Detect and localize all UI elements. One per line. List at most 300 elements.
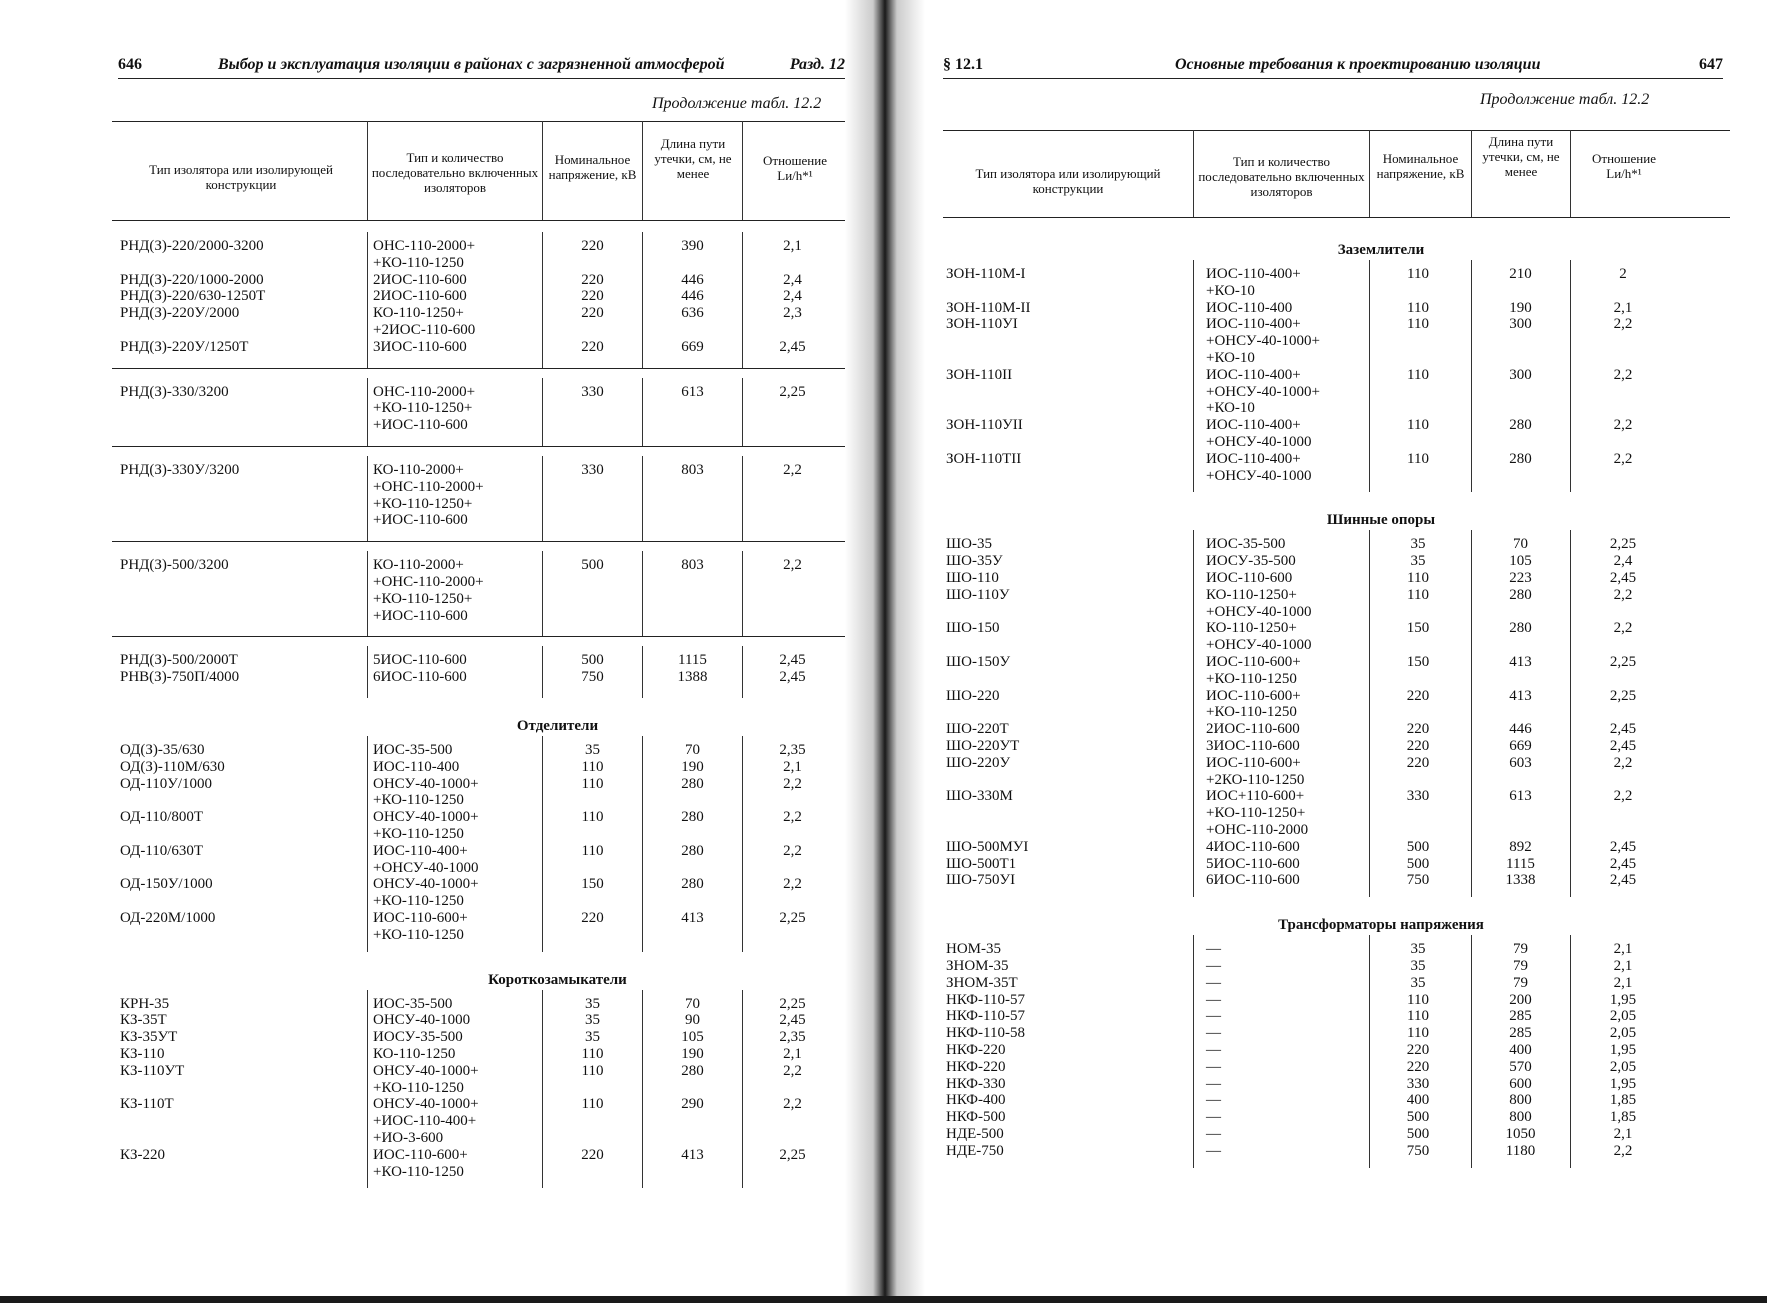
column-separator [1193, 530, 1194, 897]
row-insulator-type: ОД-110/630Т [120, 842, 204, 859]
row-nominal-voltage: 500 [1406, 1126, 1430, 1142]
right-table-head-rule [943, 217, 1730, 218]
row-leakage-length: 290 [681, 1096, 704, 1113]
row-leakage-length: 190 [1509, 299, 1532, 316]
row-nominal-voltage: 110 [581, 809, 604, 826]
column-separator [542, 456, 543, 541]
right-head-separator [1471, 130, 1472, 217]
row-ratio: 2,45 [1609, 855, 1637, 872]
right-page-number: 647 [1699, 56, 1723, 73]
col-head-type: Тип изолятора или изолирующей конструкции [149, 162, 333, 192]
row-insulator-string: ИОС-110-400+ +ОНСУ-40-1000 [373, 842, 479, 876]
row-insulator-string: ИОС-110-600+ +КО-110-1250 [1206, 687, 1301, 721]
row-insulator-string: 5ИОС-110-600 [373, 652, 467, 669]
row-insulator-string: ОНСУ-40-1000+ +КО-110-1250 [373, 775, 479, 809]
row-nominal-voltage: 220 [581, 338, 604, 355]
row-nominal-voltage: 35 [1410, 536, 1426, 553]
left-header-section: Разд. 12 [789, 56, 845, 73]
row-insulator-string: ИОС-110-400+ +ОНСУ-40-1000 [1206, 450, 1312, 484]
row-nominal-voltage: 500 [1406, 855, 1430, 872]
row-insulator-string: ИОС-35-500 [373, 742, 453, 758]
column-separator [1570, 935, 1571, 1167]
row-ratio: 2,2 [1613, 1142, 1633, 1159]
row-leakage-length: 603 [1509, 754, 1532, 771]
row-ratio: 2,2 [783, 557, 802, 574]
col-head-ratio: Отношение Lи/h*¹ [763, 153, 827, 183]
row-insulator-type: НДЕ-750 [946, 1142, 1004, 1159]
row-nominal-voltage: 220 [1406, 1058, 1430, 1075]
row-ratio: 2,4 [783, 288, 802, 305]
row-insulator-type: ЗОН-110II [946, 366, 1013, 383]
row-insulator-type: НКФ-110-57 [946, 991, 1025, 1008]
row-insulator-type: ЗНОМ-35Т [946, 974, 1018, 991]
row-insulator-string: КО-110-2000+ +ОНС-110-2000+ +КО-110-1250+ +ИОС-110-600 [373, 462, 484, 529]
row-leakage-length: 570 [1509, 1058, 1532, 1075]
row-nominal-voltage: 220 [1406, 1042, 1430, 1058]
row-nominal-voltage: 35 [585, 995, 600, 1012]
row-nominal-voltage: 110 [1407, 450, 1429, 467]
row-nominal-voltage: 150 [581, 876, 604, 893]
row-insulator-string: — [1206, 1058, 1221, 1075]
row-insulator-string: ИОС-110-400 [1206, 299, 1293, 316]
left-table-top-rule [112, 121, 845, 122]
row-insulator-type: ШО-220У [946, 754, 1011, 771]
left-running-header [118, 56, 845, 79]
row-ratio: 2,1 [783, 758, 802, 775]
row-insulator-string: 5ИОС-110-600 [1206, 855, 1300, 872]
row-nominal-voltage: 750 [581, 669, 604, 686]
row-nominal-voltage: 110 [1407, 1025, 1429, 1042]
row-leakage-length: 285 [1509, 1008, 1532, 1025]
table-section-heading: Заземлители [1337, 242, 1425, 258]
row-nominal-voltage: 220 [581, 1146, 604, 1163]
column-separator [1471, 935, 1472, 1167]
col-head-insulators: Тип и количество последовательно включенных изоляторов [1198, 154, 1365, 199]
row-nominal-voltage: 110 [581, 1046, 604, 1062]
row-insulator-string: КО-110-2000+ +ОНС-110-2000+ +КО-110-1250+ +ИОС-110-600 [373, 557, 484, 624]
row-insulator-string: 6ИОС-110-600 [373, 669, 467, 686]
column-separator [642, 232, 643, 368]
group-rule [112, 541, 845, 542]
col-head-type: Тип изолятора или изолирующий конструкции [975, 166, 1161, 196]
column-separator [542, 736, 543, 952]
column-separator [367, 378, 368, 446]
row-insulator-type: РНД(З)-330/3200 [120, 383, 229, 400]
row-nominal-voltage: 750 [1406, 1142, 1430, 1159]
left-head-separator [367, 121, 368, 220]
row-insulator-string: ИОС-110-400 [373, 758, 460, 775]
row-insulator-type: РНД(З)-220У/1250Т [120, 338, 249, 355]
row-leakage-length: 280 [1509, 417, 1532, 434]
column-separator [367, 456, 368, 541]
group-rule [112, 636, 845, 637]
column-separator [542, 378, 543, 446]
right-continuation-label: Продолжение табл. 12.2 [1480, 91, 1650, 108]
row-ratio: 2,25 [779, 995, 806, 1012]
column-separator [742, 378, 743, 446]
row-ratio: 2,35 [779, 742, 806, 758]
group-rule [112, 368, 845, 369]
row-nominal-voltage: 330 [581, 383, 604, 400]
row-ratio: 2,35 [779, 1029, 806, 1046]
row-nominal-voltage: 110 [1407, 316, 1429, 333]
row-insulator-string: — [1206, 1075, 1221, 1092]
row-insulator-string: 3ИОС-110-600 [373, 338, 467, 355]
row-leakage-length: 413 [1509, 687, 1532, 704]
table-section-heading: Шинные опоры [1326, 512, 1436, 529]
column-separator [742, 646, 743, 698]
column-separator [542, 232, 543, 368]
row-insulator-type: ШО-150У [946, 654, 1011, 670]
right-running-header [943, 56, 1723, 79]
row-ratio: 1,85 [1609, 1092, 1637, 1109]
row-ratio: 2,45 [1609, 738, 1637, 754]
row-insulator-string: — [1206, 958, 1221, 974]
row-insulator-type: НКФ-220 [946, 1042, 1006, 1058]
right-head-separator [1570, 130, 1571, 217]
column-separator [742, 736, 743, 952]
row-insulator-type: КЗ-110 [120, 1046, 165, 1062]
row-insulator-string: ИОС-110-400+ +ОНСУ-40-1000 [1206, 417, 1312, 450]
row-nominal-voltage: 220 [581, 238, 604, 254]
row-insulator-type: ЗНОМ-35 [946, 958, 1009, 974]
row-leakage-length: 280 [681, 876, 704, 893]
row-nominal-voltage: 220 [1406, 721, 1430, 738]
row-leakage-length: 223 [1509, 570, 1532, 586]
row-leakage-length: 803 [681, 557, 704, 574]
row-nominal-voltage: 150 [1406, 654, 1430, 670]
row-insulator-string: ИОС-110-400+ +ОНСУ-40-1000+ +КО-10 [1206, 316, 1321, 366]
right-page [888, 0, 1767, 1303]
row-nominal-voltage: 35 [1410, 941, 1426, 958]
row-insulator-string: ИОС-110-400+ +КО-10 [1206, 266, 1301, 299]
row-leakage-length: 390 [681, 238, 704, 254]
row-insulator-type: НКФ-330 [946, 1075, 1006, 1092]
row-insulator-string: ИОСУ-35-500 [373, 1029, 463, 1046]
row-nominal-voltage: 110 [581, 842, 604, 859]
row-insulator-type: НОМ-35 [946, 941, 1001, 958]
row-insulator-type: ОД-220М/1000 [120, 910, 216, 926]
row-leakage-length: 613 [1509, 788, 1532, 805]
row-leakage-length: 105 [681, 1029, 704, 1046]
row-leakage-length: 210 [1509, 266, 1532, 282]
column-separator [542, 551, 543, 636]
row-leakage-length: 105 [1509, 553, 1532, 570]
row-leakage-length: 446 [681, 288, 704, 305]
row-insulator-string: ИОС-110-600 [1206, 570, 1293, 586]
row-insulator-type: РНД(З)-220У/2000 [120, 305, 240, 322]
right-header-section: § 12.1 [943, 56, 983, 73]
row-nominal-voltage: 330 [1406, 788, 1430, 805]
row-ratio: 1,85 [1609, 1109, 1637, 1126]
row-nominal-voltage: 220 [581, 288, 604, 305]
row-insulator-type: ЗОН-110М-I [946, 266, 1026, 282]
row-insulator-string: 4ИОС-110-600 [1206, 838, 1300, 855]
row-ratio: 2,1 [783, 1046, 802, 1062]
row-nominal-voltage: 220 [581, 910, 604, 926]
row-ratio: 2,1 [783, 238, 802, 254]
row-insulator-type: ЗОН-110М-II [946, 299, 1031, 316]
row-nominal-voltage: 110 [1407, 417, 1429, 434]
row-leakage-length: 600 [1509, 1075, 1532, 1092]
row-leakage-length: 800 [1509, 1109, 1532, 1126]
row-nominal-voltage: 500 [581, 652, 604, 669]
row-leakage-length: 1115 [1506, 855, 1535, 872]
row-leakage-length: 280 [681, 809, 704, 826]
row-leakage-length: 413 [681, 910, 704, 926]
column-separator [1570, 260, 1571, 492]
row-nominal-voltage: 110 [581, 775, 604, 792]
column-separator [642, 736, 643, 952]
row-ratio: 1,95 [1609, 1042, 1637, 1058]
row-ratio: 1,95 [1609, 991, 1637, 1008]
row-ratio: 2,2 [783, 1096, 802, 1113]
row-nominal-voltage: 110 [1407, 366, 1429, 383]
column-separator [1369, 935, 1370, 1167]
row-nominal-voltage: 35 [1410, 553, 1426, 570]
row-insulator-type: ЗОН-110ТII [946, 450, 1022, 467]
row-insulator-type: ШО-750УI [946, 872, 1016, 889]
col-head-voltage: Номинальное напряжение, кВ [1376, 151, 1465, 181]
row-ratio: 2,45 [1609, 721, 1637, 738]
row-ratio: 2,1 [1613, 941, 1633, 958]
row-ratio: 2 [1619, 266, 1627, 282]
row-ratio: 2,45 [779, 652, 806, 669]
row-insulator-string: 2ИОС-110-600 [1206, 721, 1300, 738]
row-ratio: 2,25 [779, 1146, 806, 1163]
row-nominal-voltage: 35 [1410, 974, 1426, 991]
row-insulator-type: ШО-220Т [946, 721, 1009, 738]
col-head-insulators: Тип и количество последовательно включенных изоляторов [371, 150, 539, 195]
row-leakage-length: 1388 [677, 669, 708, 686]
row-ratio: 2,25 [1609, 654, 1637, 670]
row-insulator-type: НКФ-110-57 [946, 1008, 1025, 1025]
row-ratio: 2,1 [1613, 958, 1633, 974]
row-ratio: 2,2 [1613, 788, 1633, 805]
col-head-length: Длина пути утечки, см, не менее [654, 136, 732, 181]
row-insulator-type: ОД-110У/1000 [120, 775, 213, 792]
row-insulator-type: НКФ-500 [946, 1109, 1006, 1126]
row-leakage-length: 803 [681, 462, 704, 478]
row-leakage-length: 669 [1509, 738, 1532, 754]
column-separator [1471, 530, 1472, 897]
row-nominal-voltage: 35 [585, 742, 600, 758]
row-insulator-type: ШО-500Т1 [946, 855, 1017, 872]
row-nominal-voltage: 150 [1406, 620, 1430, 637]
row-leakage-length: 285 [1509, 1025, 1532, 1042]
row-nominal-voltage: 220 [581, 271, 604, 288]
column-separator [742, 456, 743, 541]
row-insulator-type: ОД-150У/1000 [120, 876, 213, 893]
right-head-separator [1193, 130, 1194, 217]
table-section-heading: Отделители [516, 718, 599, 734]
row-insulator-type: НКФ-110-58 [946, 1025, 1025, 1042]
row-nominal-voltage: 330 [1406, 1075, 1430, 1092]
row-nominal-voltage: 750 [1406, 872, 1430, 889]
row-nominal-voltage: 110 [581, 1096, 604, 1113]
row-leakage-length: 636 [681, 305, 704, 322]
column-separator [642, 551, 643, 636]
row-insulator-type: ШО-35У [946, 553, 1003, 570]
row-insulator-string: ИОС-110-600+ +2КО-110-1250 [1206, 754, 1305, 788]
row-insulator-string: КО-110-1250+ +ОНСУ-40-1000 [1206, 586, 1312, 620]
row-insulator-string: — [1206, 1142, 1221, 1159]
row-insulator-string: — [1206, 1025, 1221, 1042]
row-insulator-type: РНД(З)-330У/3200 [120, 462, 240, 478]
column-separator [742, 551, 743, 636]
row-ratio: 2,2 [783, 462, 802, 478]
row-nominal-voltage: 500 [1406, 838, 1430, 855]
row-nominal-voltage: 35 [585, 1012, 600, 1029]
right-head-separator [1369, 130, 1370, 217]
row-ratio: 2,2 [1613, 316, 1633, 333]
row-insulator-type: КРН-35 [120, 995, 170, 1012]
row-insulator-type: ШО-35 [946, 536, 992, 553]
row-nominal-voltage: 220 [1406, 687, 1430, 704]
row-leakage-length: 892 [1509, 838, 1532, 855]
row-insulator-type: РНВ(З)-750П/4000 [120, 669, 240, 686]
column-separator [742, 990, 743, 1189]
row-leakage-length: 800 [1509, 1092, 1532, 1109]
row-insulator-type: ЗОН-110УI [946, 316, 1018, 333]
row-ratio: 2,45 [1609, 838, 1637, 855]
row-insulator-type: ШО-150 [946, 620, 1000, 637]
row-ratio: 2,2 [783, 876, 802, 893]
row-insulator-type: НДЕ-500 [946, 1126, 1004, 1142]
row-ratio: 2,05 [1609, 1058, 1637, 1075]
row-insulator-type: КЗ-110УТ [120, 1062, 185, 1079]
row-ratio: 2,3 [783, 305, 802, 322]
page-bottom-edge [0, 1296, 1767, 1303]
left-page [0, 0, 880, 1303]
row-leakage-length: 79 [1513, 974, 1528, 991]
row-leakage-length: 280 [1509, 586, 1532, 603]
column-separator [1193, 935, 1194, 1167]
row-insulator-type: РНД(З)-500/2000Т [120, 652, 238, 669]
row-nominal-voltage: 220 [581, 305, 604, 322]
group-rule [112, 446, 845, 447]
row-insulator-string: ОНСУ-40-1000+ +КО-110-1250 [373, 1062, 479, 1096]
row-leakage-length: 413 [1509, 654, 1532, 670]
column-separator [542, 646, 543, 698]
column-separator [367, 990, 368, 1189]
row-leakage-length: 400 [1509, 1042, 1532, 1058]
row-nominal-voltage: 110 [581, 1062, 604, 1079]
row-insulator-string: КО-110-1250+ +2ИОС-110-600 [373, 305, 476, 338]
row-nominal-voltage: 110 [1407, 570, 1429, 586]
row-insulator-string: ИОС-110-600+ +КО-110-1250 [1206, 654, 1301, 687]
row-ratio: 2,4 [783, 271, 802, 288]
column-separator [1369, 260, 1370, 492]
row-leakage-length: 280 [1509, 620, 1532, 637]
row-insulator-string: — [1206, 1092, 1221, 1109]
row-insulator-type: ШО-220 [946, 687, 1000, 704]
row-ratio: 2,1 [1613, 1126, 1633, 1142]
column-separator [642, 646, 643, 698]
row-insulator-type: НКФ-400 [946, 1092, 1006, 1109]
column-separator [742, 232, 743, 368]
row-insulator-type: ОД(З)-110М/630 [120, 758, 225, 775]
row-leakage-length: 79 [1513, 958, 1528, 974]
row-leakage-length: 70 [685, 995, 700, 1012]
row-leakage-length: 1338 [1505, 872, 1536, 889]
row-leakage-length: 446 [681, 271, 704, 288]
row-ratio: 2,25 [1609, 536, 1637, 553]
row-nominal-voltage: 110 [1407, 299, 1429, 316]
row-insulator-type: КЗ-110Т [120, 1096, 174, 1113]
row-insulator-string: ИОСУ-35-500 [1206, 553, 1296, 570]
row-insulator-type: ОД(З)-35/630 [120, 742, 205, 758]
row-insulator-string: ИОС-35-500 [373, 995, 453, 1012]
row-insulator-type: КЗ-220 [120, 1146, 166, 1163]
row-nominal-voltage: 110 [581, 758, 604, 775]
row-leakage-length: 200 [1509, 991, 1532, 1008]
row-ratio: 2,2 [783, 1062, 802, 1079]
row-ratio: 2,2 [1613, 586, 1633, 603]
column-separator [1570, 530, 1571, 897]
left-header-title: Выбор и эксплуатация изоляции в районах с загрязненной атмосферой [218, 56, 725, 73]
row-insulator-type: РНД(З)-220/1000-2000 [120, 271, 264, 288]
left-table-head-rule [112, 220, 845, 221]
row-insulator-string: — [1206, 1126, 1221, 1142]
left-head-separator [642, 121, 643, 220]
row-leakage-length: 413 [681, 1146, 704, 1163]
row-ratio: 2,2 [1613, 754, 1633, 771]
column-separator [367, 551, 368, 636]
column-separator [367, 646, 368, 698]
row-insulator-type: ШО-110 [946, 570, 999, 586]
row-ratio: 2,2 [783, 809, 802, 826]
row-leakage-length: 300 [1509, 316, 1532, 333]
row-ratio: 2,1 [1613, 974, 1633, 991]
row-insulator-string: ИОС+110-600+ +КО-110-1250+ +ОНС-110-2000 [1206, 788, 1309, 838]
row-ratio: 2,2 [1613, 417, 1633, 434]
row-insulator-type: РНД(З)-500/3200 [120, 557, 229, 574]
row-leakage-length: 446 [1509, 721, 1532, 738]
row-leakage-length: 190 [681, 758, 704, 775]
row-insulator-string: КО-110-1250 [373, 1046, 456, 1062]
row-ratio: 2,2 [783, 775, 802, 792]
col-head-length: Длина пути утечки, см, не менее [1482, 134, 1560, 179]
row-ratio: 2,2 [783, 842, 802, 859]
row-nominal-voltage: 330 [581, 462, 604, 478]
row-ratio: 2,2 [1613, 620, 1633, 637]
row-leakage-length: 1050 [1505, 1126, 1536, 1142]
row-insulator-string: ИОС-110-600+ +КО-110-1250 [373, 910, 468, 943]
row-insulator-type: КЗ-35УТ [120, 1029, 178, 1046]
column-separator [367, 232, 368, 368]
right-table-top-rule [943, 130, 1730, 131]
row-insulator-type: ЗОН-110УII [946, 417, 1023, 434]
column-separator [542, 990, 543, 1189]
row-leakage-length: 1180 [1505, 1142, 1536, 1159]
row-insulator-string: ИОС-110-400+ +ОНСУ-40-1000+ +КО-10 [1206, 366, 1321, 417]
row-ratio: 1,95 [1609, 1075, 1637, 1092]
row-ratio: 2,45 [779, 1012, 806, 1029]
row-insulator-string: ОНСУ-40-1000 [373, 1012, 471, 1029]
row-insulator-string: ОНСУ-40-1000+ +КО-110-1250 [373, 876, 479, 910]
row-ratio: 2,1 [1613, 299, 1633, 316]
column-separator [1369, 530, 1370, 897]
table-section-heading: Трансформаторы напряжения [1278, 917, 1484, 934]
row-leakage-length: 280 [681, 775, 704, 792]
row-insulator-type: ШО-330М [946, 788, 1013, 805]
row-leakage-length: 300 [1509, 366, 1532, 383]
row-insulator-type: НКФ-220 [946, 1058, 1006, 1075]
column-separator [1471, 260, 1472, 492]
row-insulator-string: — [1206, 974, 1221, 991]
col-head-ratio: Отношение Lи/h*¹ [1592, 151, 1656, 181]
